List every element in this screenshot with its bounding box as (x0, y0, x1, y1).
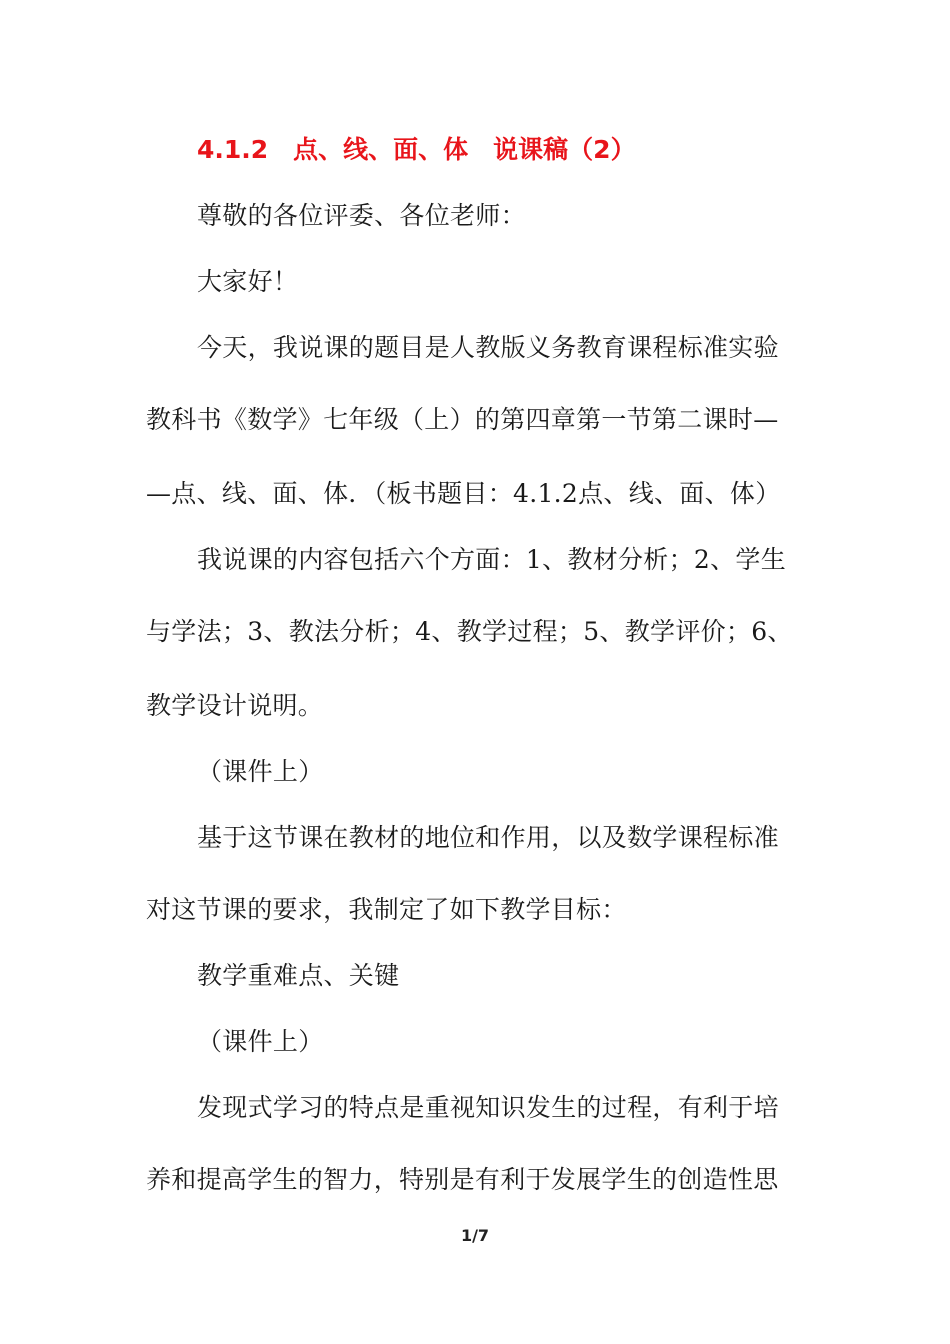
section-line: 教学重难点、关键 (197, 961, 400, 990)
paragraph-line: 对这节课的要求，我制定了如下教学目标： (146, 895, 627, 924)
page-number: 1/7 (460, 1226, 490, 1245)
paragraph-line: 我说课的内容包括六个方面：1、教材分析；2、学生 (197, 545, 787, 574)
paragraph-line: 养和提高学生的智力，特别是有利于发展学生的创造性思 (146, 1165, 779, 1194)
paragraph-line: 发现式学习的特点是重视知识发生的过程，有利于培 (197, 1093, 779, 1122)
hello-line: 大家好！ (197, 267, 299, 296)
courseware-note: （课件上） (197, 1027, 324, 1056)
greeting-line: 尊敬的各位评委、各位老师： (197, 201, 526, 230)
paragraph-line: 教科书《数学》七年级（上）的第四章第一节第二课时— (146, 405, 779, 434)
paragraph-line: 与学法；3、教法分析；4、教学过程；5、教学评价；6、 (146, 617, 793, 646)
courseware-note: （课件上） (197, 757, 324, 786)
paragraph-line: 教学设计说明。 (146, 691, 324, 720)
paragraph-line: 今天，我说课的题目是人教版义务教育课程标准实验 (197, 333, 779, 362)
document-title: 4.1.2 点、线、面、体 说课稿（2） (197, 135, 636, 164)
paragraph-line: 基于这节课在教材的地位和作用，以及数学课程标准 (197, 823, 779, 852)
paragraph-line: —点、线、面、体．（板书题目：4.1.2点、线、面、体） (146, 479, 781, 508)
